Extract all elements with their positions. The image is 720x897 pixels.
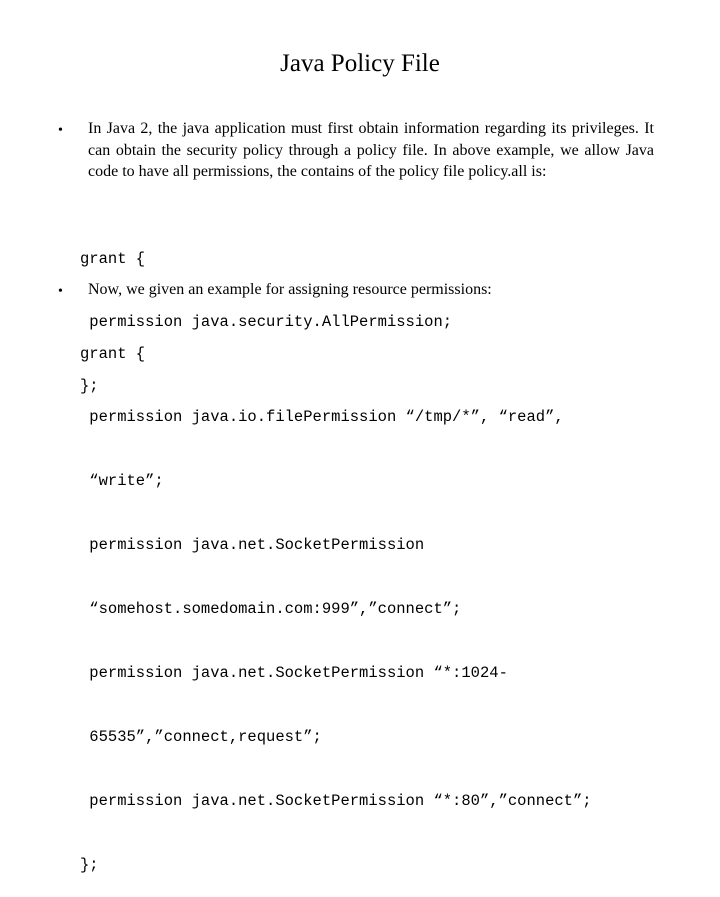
code-line: permission java.net.SocketPermission “*:80”,”connect”; xyxy=(80,791,592,810)
code-line: }; xyxy=(80,855,99,874)
bullet-text-1: In Java 2, the java application must first obtain information regarding its privileges. It can obtain the security policy through a policy file. In above example, we allow Java code to have all permissions, the contains of the policy file policy.all is: xyxy=(88,120,654,180)
code-line: permission java.security.AllPermission; xyxy=(80,313,453,332)
code-line: grant { xyxy=(80,249,146,268)
code-line: permission java.io.filePermission “/tmp/*”, “read”, xyxy=(80,408,564,427)
code-line: “somehost.somedomain.com:999”,”connect”; xyxy=(80,600,462,619)
code-line: permission java.net.SocketPermission “*:1024- xyxy=(80,664,508,683)
code-block-resource-permissions xyxy=(80,301,592,897)
bullet-marker-2: • xyxy=(58,284,63,299)
code-line: “write”; xyxy=(80,472,164,491)
bullet-text-2: Now, we given an example for assigning resource permissions: xyxy=(88,281,492,298)
code-line: }; xyxy=(80,377,99,396)
slide-title: Java Policy File xyxy=(280,50,440,77)
code-line: grant { xyxy=(80,344,146,363)
bullet-marker-1: • xyxy=(58,123,63,138)
code-line: permission java.net.SocketPermission xyxy=(80,536,425,555)
code-line: 65535”,”connect,request”; xyxy=(80,727,322,746)
